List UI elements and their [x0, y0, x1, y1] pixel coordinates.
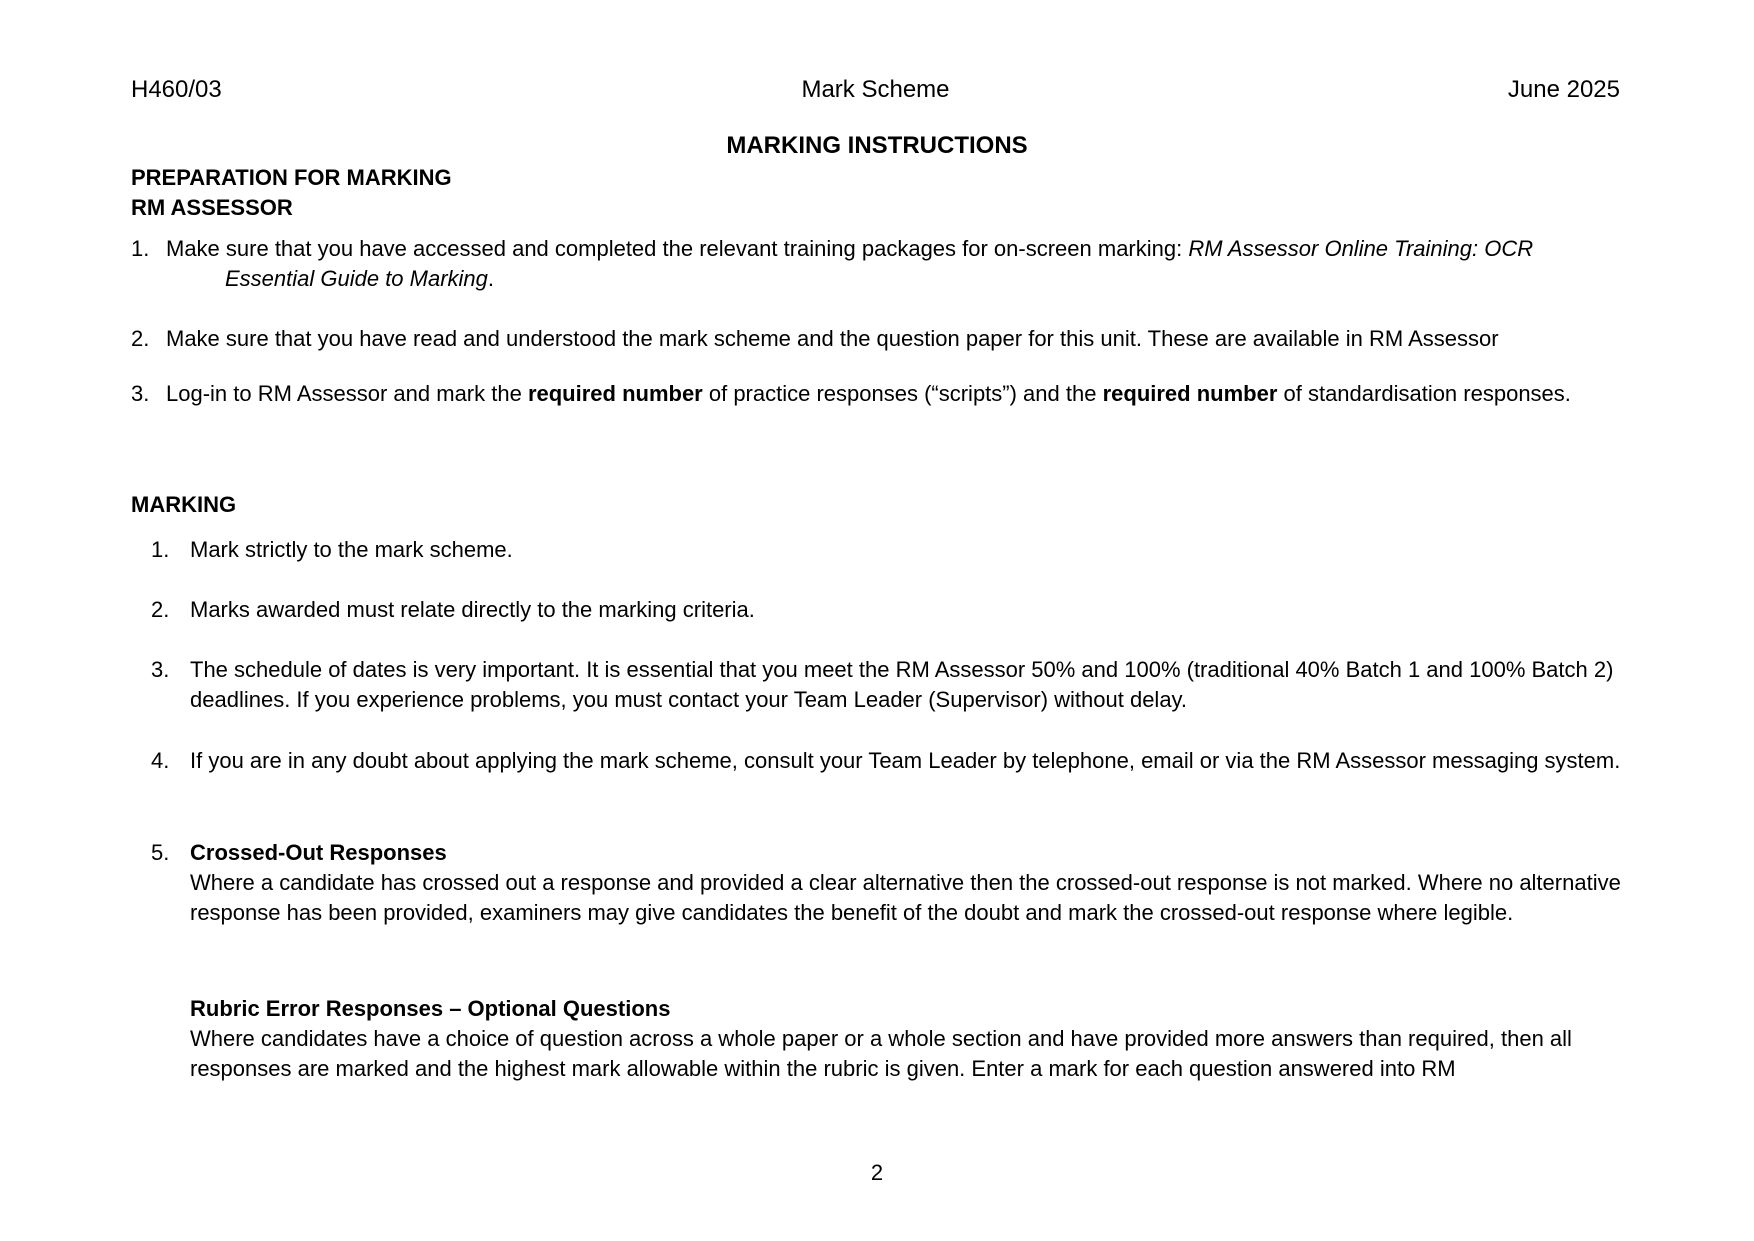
page-title: MARKING INSTRUCTIONS — [726, 132, 1028, 159]
prep-item-number: 1. — [131, 236, 150, 261]
page-number: 2 — [870, 1160, 884, 1185]
rubric-heading: Rubric Error Responses – Optional Questions — [190, 996, 671, 1021]
training-title: RM Assessor Online Training: OCR Essential Guide to Marking — [225, 236, 1534, 291]
marking-item-number: 5. — [151, 840, 170, 865]
header-date: June 2025 — [1507, 76, 1620, 103]
header-title: Mark Scheme — [801, 76, 950, 103]
prep-item-number: 3. — [131, 381, 150, 406]
crossed-out-text: Where a candidate has crossed out a response and provided a clear alternative then the crossed-out response is not marked. Where no alternative response has been provided, examiners may give candidates the benefit of the doubt and mark the crossed-out response where legible. — [190, 870, 1621, 925]
page-header — [131, 76, 1620, 106]
crossed-out-heading: Crossed-Out Responses — [190, 840, 447, 865]
rubric-text: Where candidates have a choice of question across a whole paper or a whole section and have provided more answers than required, then all responses are marked and the highest mark allowable within the rubric is given. Enter a mark for each question answered into RM — [190, 1026, 1572, 1081]
paper-code: H460/03 — [131, 76, 222, 103]
marking-item-text: Marks awarded must relate directly to the marking criteria. — [190, 597, 755, 622]
prep-heading: PREPARATION FOR MARKING — [131, 165, 452, 190]
marking-item-number: 2. — [151, 597, 170, 622]
marking-item-text: The schedule of dates is very important. It is essential that you meet the RM Assessor 50% and 100% (traditional 40% Batch 1 and 100% Batch 2) deadlines. If you experience problems, you must contact your Team Leader (Supervisor) without delay. — [190, 657, 1614, 712]
marking-item-text: Mark strictly to the mark scheme. — [190, 537, 513, 562]
prep-item-text: Make sure that you have read and understood the mark scheme and the question paper for this unit. These are available in RM Assessor — [166, 326, 1499, 351]
document-page: H460/03 Mark Scheme June 2025 MARKING INSTRUCTIONS PREPARATION FOR MARKING RM ASSESSOR 1. Make sure that you have accessed and completed the relevant training packages for on-screen marking: RM Assessor Online Training: OCR Essential Guide to Marking. 2. Make sure that you have read and understood the mark scheme and the question paper for this unit. These are available in RM Assessor 3. Log-in to RM Assessor and mark the required number of practice responses (“scripts”) and the required number of standardisation responses. MARKING 1. Mark strictly to the mark scheme. 2. Marks awarded must relate directly to the marking criteria. 3. The schedule of dates is very important. It is essential that you meet the RM Assessor 50% and 100% (traditional 40% Batch 1 and 100% Batch 2) deadlines. If you experience problems, you must contact your Team Leader (Supervisor) without delay. 4. If you are in any doubt about applying the mark scheme, consult your Team Leader by telephone, email or via the RM Assessor messaging system. 5. Crossed-Out Responses Where a candidate has crossed out a response and provided a clear alternative then the crossed-out response is not marked. Where no alternative response has been provided, examiners may give candidates the benefit of the doubt and mark the crossed-out response where legible. Rubric Error Responses – Optional Questions Where candidates have a choice of question across a whole paper or a whole section and have provided more answers than required, then all responses are marked and the highest mark allowable within the rubric is given. Enter a mark for each question answered into RM 2 — [0, 0, 1754, 1241]
marking-item-text: If you are in any doubt about applying the mark scheme, consult your Team Leader by telephone, email or via the RM Assessor messaging system. — [190, 748, 1621, 773]
marking-item-number: 4. — [151, 748, 170, 773]
rm-assessor-heading: RM ASSESSOR — [131, 195, 293, 220]
marking-item-number: 3. — [151, 657, 170, 682]
marking-heading: MARKING — [131, 492, 237, 517]
rubric-section — [190, 994, 1622, 1084]
marking-item-number: 1. — [151, 537, 170, 562]
prep-item-number: 2. — [131, 326, 150, 351]
